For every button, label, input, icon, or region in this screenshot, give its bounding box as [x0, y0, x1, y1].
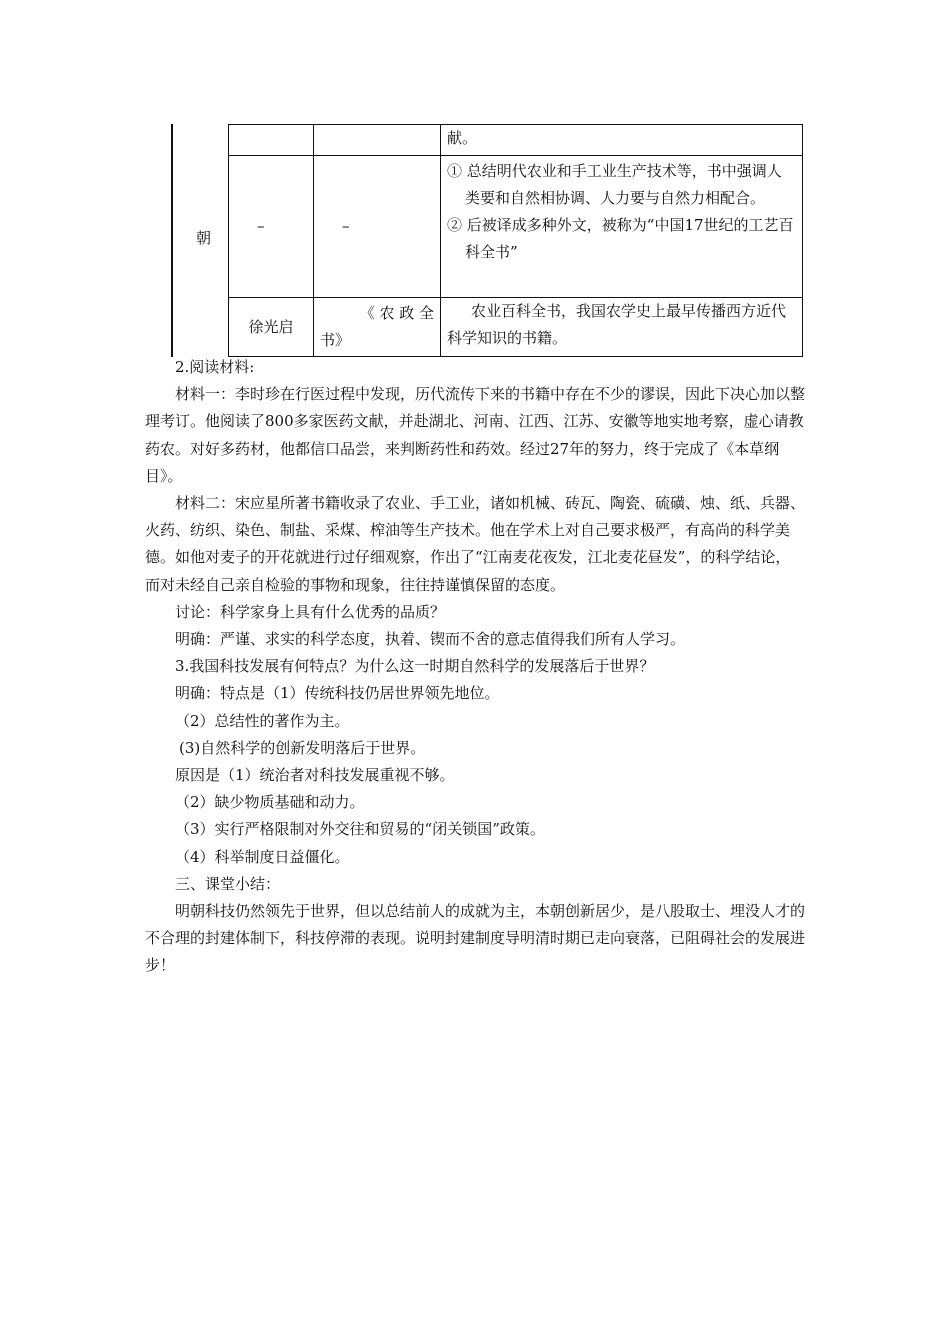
list-item: (3)自然科学的创新发明落后于世界。 — [179, 738, 426, 757]
book-title-line: 《 农 政 全 — [359, 304, 434, 322]
answer-paragraph: 明确：严谨、求实的科学态度，执着、锲而不舍的意志值得我们所有人学习。 — [175, 630, 686, 649]
book-cell — [314, 125, 441, 156]
section-heading: 3.我国科技发展有何特点？为什么这一时期自然科学的发展落后于世界？ — [175, 657, 655, 676]
author-cell — [229, 156, 314, 298]
contribution-item: ① 总结明代农业和手工业生产技术等，书中强调人类要和自然相协调、人力要与自然力相配合。 — [447, 162, 782, 207]
material-paragraph: 材料一：李时珍在行医过程中发现，历代流传下来的书籍中存在不少的谬误，因此下决心加以整理考订。他阅读了800多家医药文献，并赴湖北、河南、江西、江苏、安徽等地实地考察，虚心请教药农。对好多药材，他都信口品尝，来判断药性和药效。经过27年的努力，终于完成了《本草纲目》。 — [145, 385, 806, 485]
contribution-cell — [441, 125, 803, 156]
list-item: （4）科举制度日益僵化。 — [175, 847, 350, 866]
author-text: – — [257, 217, 265, 235]
material-paragraph: 材料二：宋应星所著书籍收录了农业、手工业，诸如机械、砖瓦、陶瓷、硫磺、烛、纸、兵器、火药、纺织、染色、制盐、采煤、榨油等生产技术。他在学术上对自己要求极严，有高尚的科学美德。如他对麦子的开花就进行过仔细观察，作出了“江南麦花夜发，江北麦花昼发”，的科学结论，而对未经自己亲自检验的事物和现象，往往持谨慎保留的态度。 — [145, 494, 806, 594]
author-cell: 徐光启 — [229, 298, 314, 357]
contribution-cell — [441, 298, 803, 357]
book-cell — [314, 298, 441, 357]
list-item: （2）缺少物质基础和动力。 — [175, 793, 365, 812]
table-row — [229, 298, 803, 357]
list-item: （3）实行严格限制对外交往和贸易的“闭关锁国”政策。 — [175, 820, 545, 839]
discussion-question: 讨论：科学家身上具有什么优秀的品质？ — [175, 602, 446, 621]
book-title-line: 书》 — [320, 331, 351, 349]
answer-paragraph: 明确：特点是（1）传统科技仍居世界领先地位。 — [175, 684, 500, 703]
section-heading: 三、课堂小结： — [175, 874, 281, 893]
scientists-table — [228, 124, 803, 357]
contribution-item: ② 后被译成多种外文，被称为“中国17世纪的工艺百科全书” — [447, 216, 794, 261]
book-cell — [314, 156, 441, 298]
table-row — [229, 125, 803, 156]
section-heading: 2.阅读材料: — [175, 358, 255, 376]
contribution-text: 农业百科全书，我国农学史上最早传播西方近代科学知识的书籍。 — [447, 302, 787, 347]
summary-paragraph: 明朝科技仍然领先于世界，但以总结前人的成就为主，本朝创新居少，是八股取士、埋没人才的不合理的封建体制下，科技停滞的表现。说明封建制度导明清时期已走向衰落，已阻碍社会的发展进步！ — [145, 902, 806, 975]
list-item: （2）总结性的著作为主。 — [175, 711, 350, 730]
contribution-cell — [441, 156, 803, 298]
outer-table-border — [171, 124, 173, 357]
author-cell — [229, 125, 314, 156]
book-text: – — [342, 217, 350, 235]
table-row — [229, 156, 803, 298]
body-content — [145, 354, 805, 980]
dynasty-label: 朝 — [196, 229, 212, 247]
reason-paragraph: 原因是（1）统治者对科技发展重视不够。 — [175, 766, 455, 785]
contribution-text: 献。 — [447, 129, 478, 147]
